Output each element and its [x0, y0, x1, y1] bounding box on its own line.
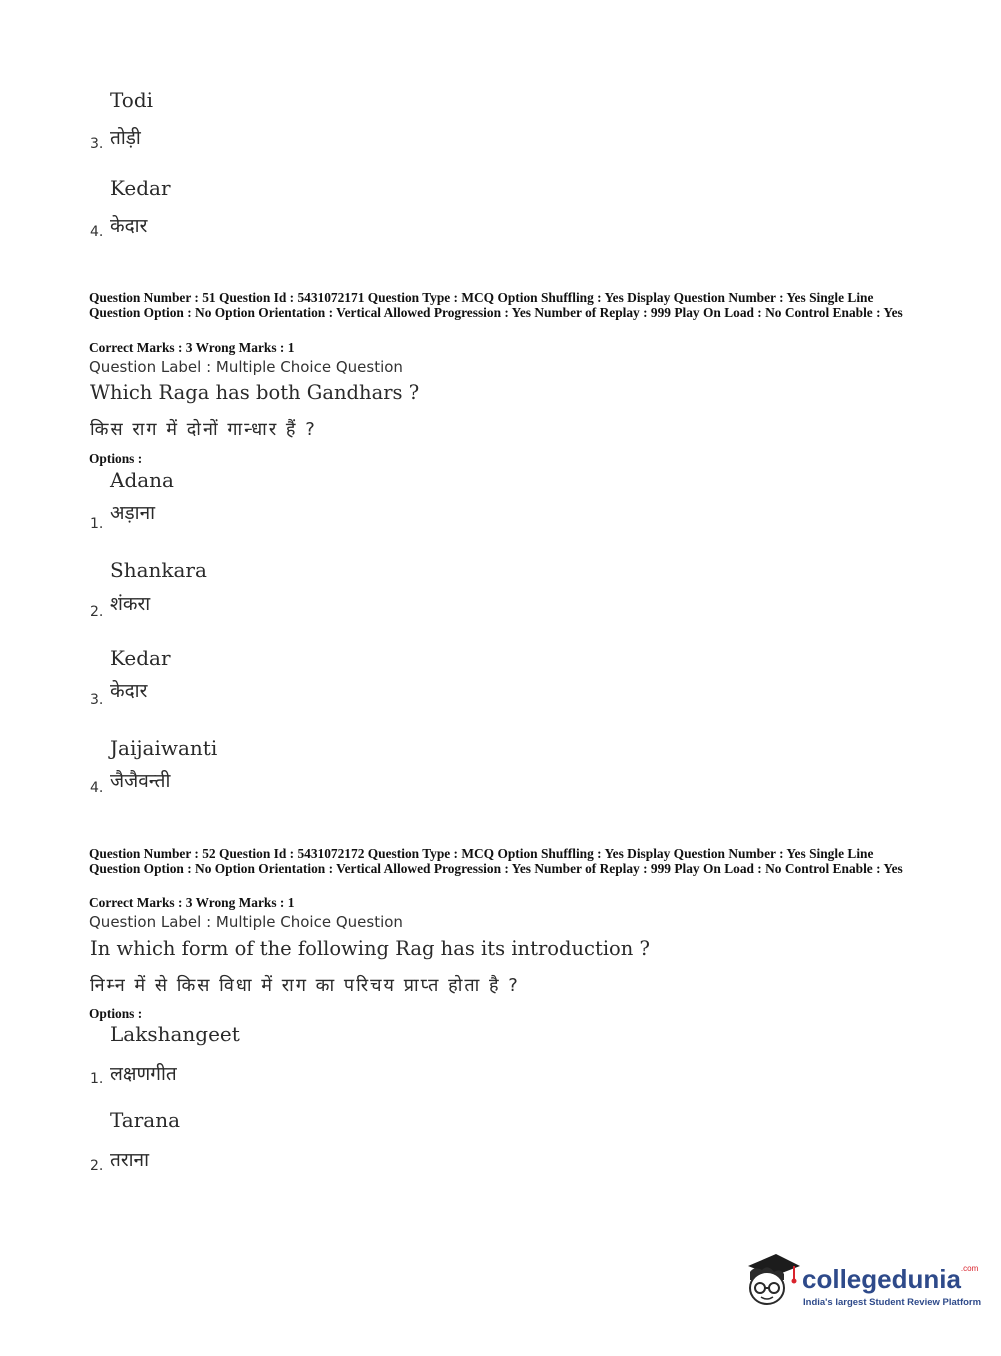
question-metadata: Question Number : 52 Question Id : 5431072172 Question Type : MCQ Option Shuffling : Yes Display Question Number : Yes Single Line Question Option : No Option Orientation : Vertical Allowed Progression : Yes Number of Replay : 999 Play On Load : No Control Enable : Yes [89, 846, 903, 876]
option-english: Todi [110, 88, 154, 112]
option-number: 4. [90, 780, 104, 796]
question-text-hindi: किस राग में दोनों गान्धार हैं ? [90, 419, 317, 440]
question-label: Question Label : Multiple Choice Question [89, 913, 403, 931]
mascot-icon [740, 1250, 802, 1312]
question-metadata: Question Number : 51 Question Id : 5431072171 Question Type : MCQ Option Shuffling : Yes Display Question Number : Yes Single Line Question Option : No Option Orientation : Vertical Allowed Progression : Yes Number of Replay : 999 Play On Load : No Control Enable : Yes [89, 290, 903, 320]
option-english: Lakshangeet [110, 1022, 240, 1046]
option-english: Adana [110, 468, 174, 492]
option-hindi: लक्षणगीत [110, 1063, 177, 1085]
question-text-english: In which form of the following Rag has its introduction ? [90, 937, 651, 960]
option-english: Kedar [110, 646, 171, 670]
options-label: Options : [89, 1006, 143, 1021]
options-label: Options : [89, 451, 143, 466]
option-english: Jaijaiwanti [110, 736, 218, 760]
option-number: 1. [90, 516, 104, 532]
option-hindi: केदार [110, 680, 148, 702]
option-english: Shankara [110, 558, 207, 582]
option-hindi: केदार [110, 215, 148, 237]
marks-info: Correct Marks : 3 Wrong Marks : 1 [89, 895, 295, 910]
option-number: 1. [90, 1071, 104, 1087]
question-text-english: Which Raga has both Gandhars ? [90, 381, 420, 404]
logo-tagline: India's largest Student Review Platform [803, 1297, 982, 1308]
question-label: Question Label : Multiple Choice Question [89, 358, 403, 376]
option-hindi: तोड़ी [110, 127, 141, 149]
logo-wordmark: collegedunia$^{.com}$ [802, 1264, 979, 1294]
option-number: 3. [90, 692, 104, 708]
option-number: 2. [90, 604, 104, 620]
option-english: Tarana [110, 1108, 180, 1132]
option-number: 3. [90, 136, 104, 152]
option-hindi: अड़ाना [110, 502, 156, 524]
question-text-hindi: निम्न में से किस विधा में राग का परिचय प्राप्त होता है ? [90, 975, 520, 996]
option-english: Kedar [110, 176, 171, 200]
logo-suffix: .com [960, 1264, 979, 1273]
marks-info: Correct Marks : 3 Wrong Marks : 1 [89, 340, 295, 355]
option-number: 2. [90, 1158, 104, 1174]
option-hindi: जैजैवन्ती [110, 770, 171, 792]
option-hindi: तराना [110, 1149, 149, 1171]
option-number: 4. [90, 224, 104, 240]
option-hindi: शंकरा [110, 593, 151, 615]
